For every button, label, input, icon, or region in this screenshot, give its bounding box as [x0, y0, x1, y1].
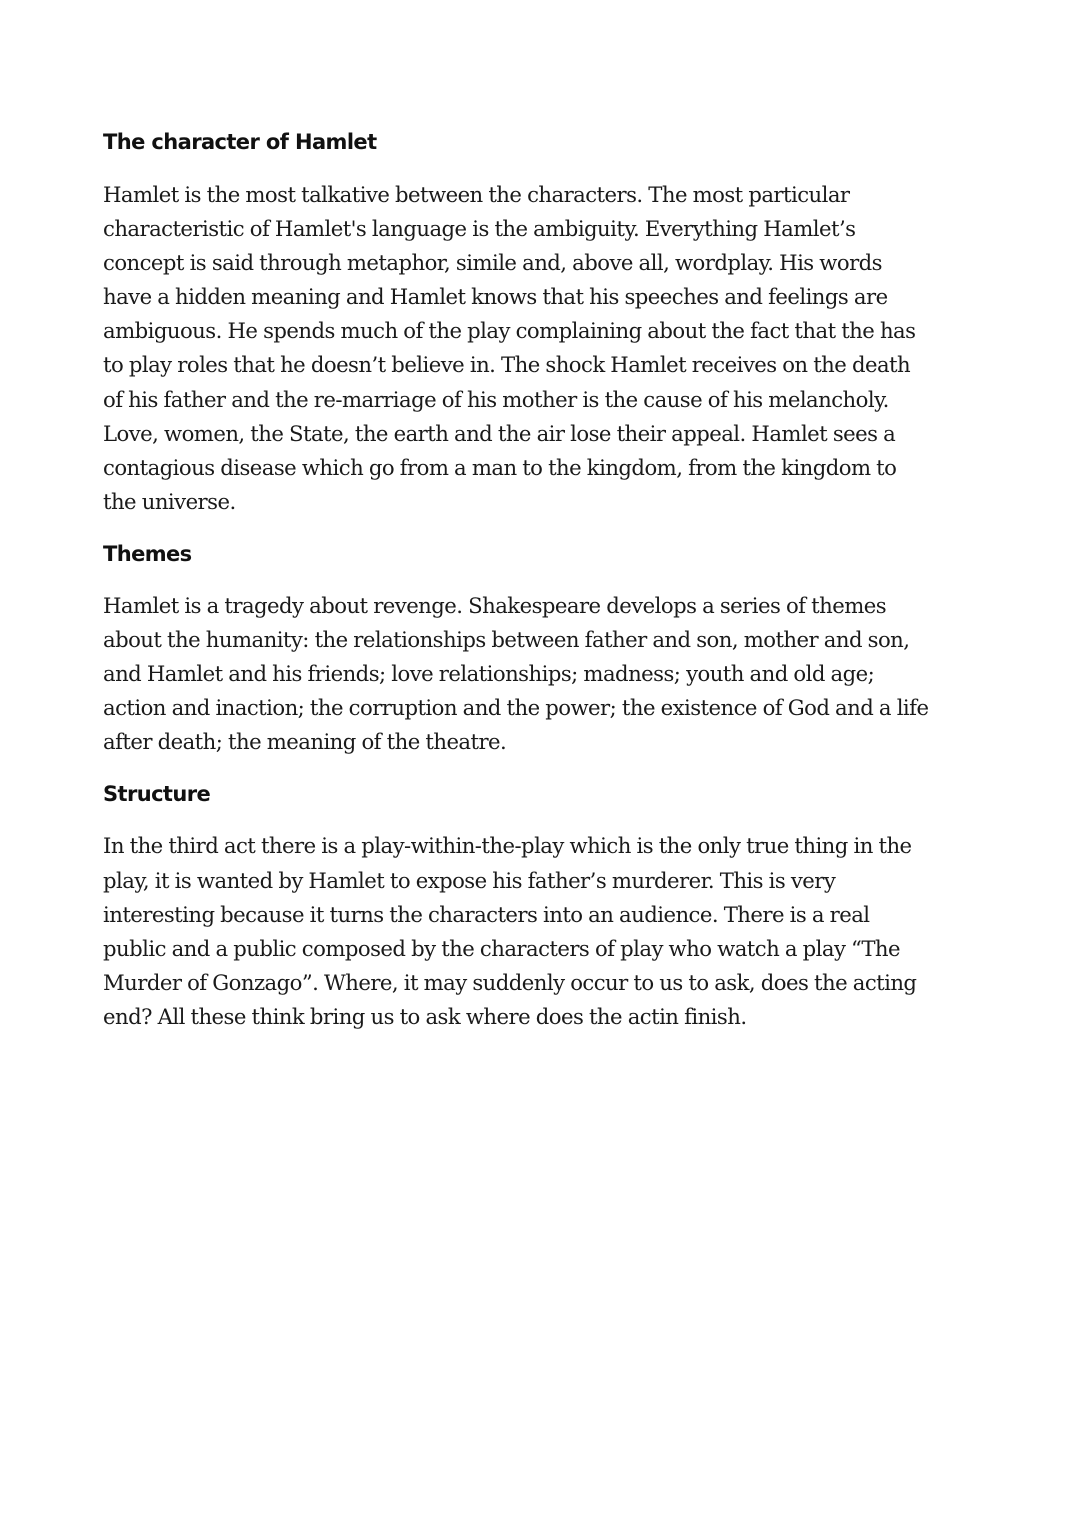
paragraph-line: public and a public composed by the characters of play who watch a play “The [103, 935, 900, 961]
paragraph-line: action and inaction; the corruption and the power; the existence of God and a life [103, 695, 929, 721]
paragraph-line: interesting because it turns the characters into an audience. There is a real [103, 901, 870, 927]
section-paragraph-character [103, 178, 1003, 519]
section-heading-character: The character of Hamlet [103, 130, 377, 154]
paragraph-line: Hamlet is the most talkative between the characters. The most particular [103, 182, 850, 207]
section-heading-themes: Themes [103, 541, 192, 566]
paragraph-line: have a hidden meaning and Hamlet knows that his speeches and feelings are [103, 284, 888, 310]
section-heading-structure: Structure [103, 782, 211, 807]
paragraph-line: contagious disease which go from a man to the kingdom, from the kingdom to [103, 454, 897, 480]
paragraph-line: to play roles that he doesn’t believe in. The shock Hamlet receives on the death [103, 352, 911, 378]
paragraph-line: about the humanity: the relationships between father and son, mother and son, [103, 627, 910, 653]
document-body [103, 127, 1003, 1034]
section-paragraph-themes [103, 589, 1003, 759]
paragraph-line: Murder of Gonzago”. Where, it may suddenly occur to us to ask, does the acting [103, 969, 917, 995]
paragraph-line: of his father and the re-marriage of his mother is the cause of his melancholy. [103, 386, 889, 412]
paragraph-line: ambiguous. He spends much of the play complaining about the fact that the has [103, 318, 916, 344]
paragraph-line: characteristic of Hamlet's language is the ambiguity. Everything Hamlet’s [103, 216, 856, 242]
paragraph-line: end? All these think bring us to ask where does the actin finish. [103, 1003, 747, 1029]
paragraph-line: the universe. [103, 488, 236, 514]
paragraph-line: after death; the meaning of the theatre. [103, 729, 507, 755]
paragraph-line: and Hamlet and his friends; love relationships; madness; youth and old age; [103, 661, 875, 687]
paragraph-line: Hamlet is a tragedy about revenge. Shakespeare develops a series of themes [103, 592, 887, 618]
section-paragraph-structure [103, 829, 1003, 1034]
paragraph-line: concept is said through metaphor, simile and, above all, wordplay. His words [103, 250, 883, 276]
paragraph-line: play, it is wanted by Hamlet to expose his father’s murderer. This is very [103, 867, 836, 893]
paragraph-line: In the third act there is a play-within-the-play which is the only true thing in the [103, 833, 912, 859]
paragraph-line: Love, women, the State, the earth and the air lose their appeal. Hamlet sees a [103, 420, 896, 446]
